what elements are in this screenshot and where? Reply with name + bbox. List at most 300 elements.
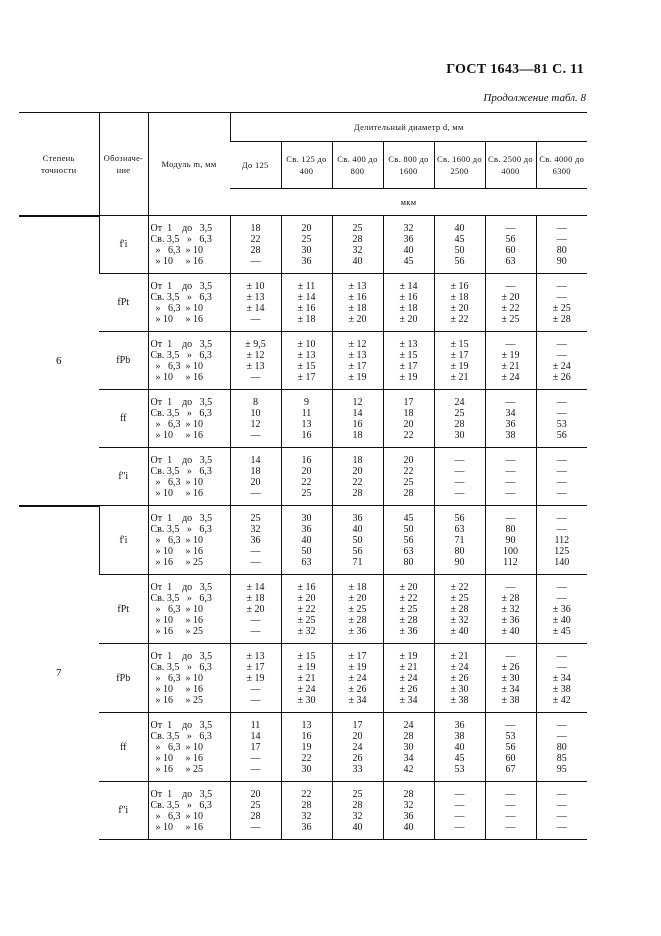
tolerance-value: ± 40: [552, 614, 571, 626]
value-cell: [281, 644, 332, 713]
tolerance-value: 32: [250, 523, 261, 535]
value-cell: [485, 274, 536, 332]
tolerance-value: —: [556, 476, 567, 488]
tolerance-value: 25: [403, 476, 414, 488]
tolerance-value: ± 13: [348, 280, 367, 292]
value-cell: [383, 644, 434, 713]
degree-cell: 7: [19, 506, 99, 840]
value-cell: [332, 782, 383, 840]
tolerance-value: ± 20: [246, 603, 265, 615]
tolerance-value: 22: [403, 429, 414, 441]
symbol-cell: fPt: [99, 575, 148, 644]
value-cell: [536, 332, 587, 390]
value-cell: [485, 506, 536, 575]
value-cell: [536, 575, 587, 644]
tolerance-value: 38: [505, 429, 516, 441]
module-range: » 6,3 » 10: [150, 360, 203, 372]
tolerance-value: ± 24: [450, 661, 469, 673]
module-range: » 6,3 » 10: [150, 672, 203, 684]
symbol-cell: fPb: [99, 332, 148, 390]
tolerance-value: —: [250, 371, 261, 383]
module-range: » 6,3 » 10: [150, 810, 203, 822]
tolerance-value: 26: [352, 752, 363, 764]
tolerance-value: ± 15: [297, 650, 316, 662]
tolerance-value: 20: [352, 465, 363, 477]
module-range: » 10 » 16: [150, 255, 203, 267]
tolerance-value: 50: [301, 545, 312, 557]
tolerance-value: —: [505, 454, 516, 466]
value-cell: [332, 506, 383, 575]
tolerance-value: —: [556, 512, 567, 524]
tolerance-value: ± 15: [450, 338, 469, 350]
tolerance-value: 90: [454, 556, 465, 568]
tolerance-value: 80: [556, 244, 567, 256]
tolerance-value: ± 20: [297, 592, 316, 604]
tolerance-value: 90: [556, 255, 567, 267]
tolerance-value: ± 22: [399, 592, 418, 604]
value-cell: [434, 448, 485, 506]
value-cell: [281, 448, 332, 506]
table-row: [19, 713, 587, 782]
tolerance-value: ± 26: [501, 661, 520, 673]
tolerance-value: ± 42: [552, 694, 571, 706]
module-range: » 6,3 » 10: [150, 534, 203, 546]
tolerance-value: ± 13: [246, 650, 265, 662]
value-cell: [332, 713, 383, 782]
tolerance-value: ± 10: [246, 280, 265, 292]
symbol-cell: ff: [99, 390, 148, 448]
tolerance-value: 40: [403, 821, 414, 833]
tolerance-value: ± 38: [552, 683, 571, 695]
tolerance-value: ± 30: [501, 672, 520, 684]
tolerance-value: 36: [454, 719, 465, 731]
tolerance-value: 22: [250, 233, 261, 245]
tolerance-value: 24: [454, 396, 465, 408]
value-cell: [281, 782, 332, 840]
tolerance-value: —: [250, 255, 261, 267]
value-cell: [434, 216, 485, 274]
tolerance-value: 40: [301, 534, 312, 546]
module-range: От 1 до 3,5: [150, 338, 213, 350]
diameter-col-header: До 125: [230, 142, 281, 189]
value-cell: [536, 216, 587, 274]
tolerance-value: ± 18: [348, 581, 367, 593]
tolerance-value: ± 17: [297, 371, 316, 383]
tolerance-value: 18: [352, 429, 363, 441]
tolerance-value: ± 40: [501, 625, 520, 637]
module-range: » 10 » 16: [150, 371, 203, 383]
diameter-col-header: Св. 2500 до 4000: [485, 142, 536, 189]
tolerance-value: 36: [505, 418, 516, 430]
module-range: От 1 до 3,5: [150, 222, 213, 234]
tolerance-value: 34: [403, 752, 414, 764]
diameter-col-header: Св. 1600 до 2500: [434, 142, 485, 189]
symbol-cell: fPb: [99, 644, 148, 713]
tolerance-value: 60: [505, 244, 516, 256]
tolerance-value: 11: [250, 719, 261, 731]
tolerance-value: —: [556, 788, 567, 800]
value-cell: [536, 390, 587, 448]
tolerance-value: 16: [352, 418, 363, 430]
module-cell: [148, 390, 230, 448]
tolerance-value: 56: [454, 255, 465, 267]
module-cell: [148, 506, 230, 575]
module-range: » 6,3 » 10: [150, 741, 203, 753]
tolerance-value: 30: [403, 741, 414, 753]
tolerance-value: ± 40: [450, 625, 469, 637]
table-row: [19, 274, 587, 332]
tolerance-value: 36: [301, 821, 312, 833]
tolerance-value: ± 13: [399, 338, 418, 350]
value-cell: [434, 274, 485, 332]
tolerance-value: —: [250, 545, 261, 557]
module-range: Св. 3,5 » 6,3: [150, 730, 212, 742]
module-range: » 10 » 16: [150, 487, 203, 499]
value-cell: [536, 506, 587, 575]
tolerance-value: —: [250, 487, 261, 499]
module-range: » 10 » 16: [150, 545, 203, 557]
tolerance-value: —: [250, 556, 261, 568]
tolerance-value: —: [556, 233, 567, 245]
module-range: Св. 3,5 » 6,3: [150, 592, 212, 604]
tolerance-value: 42: [403, 763, 414, 775]
tolerance-value: ± 16: [399, 291, 418, 303]
tolerance-value: ± 22: [450, 313, 469, 325]
tolerance-value: ± 19: [246, 672, 265, 684]
tolerance-value: 38: [454, 730, 465, 742]
value-cell: [281, 506, 332, 575]
tolerance-value: —: [505, 338, 516, 350]
tolerance-value: 20: [301, 465, 312, 477]
tolerance-value: ± 28: [348, 614, 367, 626]
module-range: Св. 3,5 » 6,3: [150, 349, 212, 361]
tolerance-value: ± 19: [399, 650, 418, 662]
diameter-col-header: Св. 800 до 1600: [383, 142, 434, 189]
tolerance-value: 18: [352, 454, 363, 466]
tolerance-value: ± 19: [399, 371, 418, 383]
tolerance-value: —: [505, 719, 516, 731]
module-range: » 10 » 16: [150, 429, 203, 441]
tolerance-value: ± 28: [501, 592, 520, 604]
tolerance-value: —: [250, 625, 261, 637]
tolerance-value: ± 21: [399, 661, 418, 673]
module-range: От 1 до 3,5: [150, 396, 213, 408]
module-range: » 6,3 » 10: [150, 603, 203, 615]
value-cell: [230, 644, 281, 713]
tolerance-value: ± 19: [348, 371, 367, 383]
tolerance-value: —: [556, 349, 567, 361]
module-range: От 1 до 3,5: [150, 719, 213, 731]
tolerance-value: 17: [250, 741, 261, 753]
tolerance-value: 53: [556, 418, 567, 430]
tolerance-value: ± 34: [552, 672, 571, 684]
tolerance-value: 63: [454, 523, 465, 535]
value-cell: [485, 448, 536, 506]
value-cell: [230, 216, 281, 274]
tolerance-value: 30: [301, 244, 312, 256]
tolerance-value: 28: [403, 788, 414, 800]
tolerance-value: ± 14: [246, 302, 265, 314]
tolerance-value: ± 25: [348, 603, 367, 615]
value-cell: [332, 448, 383, 506]
module-range: От 1 до 3,5: [150, 512, 213, 524]
tolerance-value: 40: [352, 523, 363, 535]
tolerance-value: 32: [352, 810, 363, 822]
value-cell: [383, 390, 434, 448]
tolerance-value: 22: [403, 465, 414, 477]
module-range: » 10 » 16: [150, 683, 203, 695]
tolerance-value: ± 17: [348, 360, 367, 372]
tolerance-value: ± 20: [501, 291, 520, 303]
tolerance-value: —: [250, 763, 261, 775]
tolerance-value: ± 16: [450, 280, 469, 292]
tolerance-value: —: [505, 487, 516, 499]
tolerance-value: 28: [352, 799, 363, 811]
tolerance-value: —: [250, 694, 261, 706]
module-cell: [148, 448, 230, 506]
tolerance-value: —: [505, 788, 516, 800]
tolerance-value: 112: [503, 556, 518, 568]
tolerance-value: —: [556, 661, 567, 673]
tolerance-value: —: [454, 821, 465, 833]
value-cell: [332, 644, 383, 713]
value-cell: [230, 506, 281, 575]
value-cell: [536, 644, 587, 713]
value-cell: [485, 575, 536, 644]
tolerance-value: 24: [352, 741, 363, 753]
tolerance-value: —: [454, 454, 465, 466]
tolerance-value: —: [505, 465, 516, 477]
symbol-cell: f'i: [99, 506, 148, 575]
tolerance-value: 28: [301, 799, 312, 811]
tolerance-value: 56: [505, 233, 516, 245]
tolerance-value: ± 32: [450, 614, 469, 626]
tolerance-value: 32: [301, 810, 312, 822]
tolerance-value: 22: [352, 476, 363, 488]
tolerance-value: 36: [301, 255, 312, 267]
tolerance-value: ± 24: [552, 360, 571, 372]
diameter-col-header: Св. 4000 до 6300: [536, 142, 587, 189]
tolerance-value: 40: [352, 255, 363, 267]
module-range: » 16 » 25: [150, 694, 203, 706]
module-range: » 10 » 16: [150, 313, 203, 325]
tolerance-value: ± 38: [501, 694, 520, 706]
tolerance-value: 30: [301, 512, 312, 524]
value-cell: [383, 575, 434, 644]
value-cell: [434, 575, 485, 644]
module-cell: [148, 782, 230, 840]
tolerance-value: ± 24: [348, 672, 367, 684]
tolerance-value: —: [556, 810, 567, 822]
value-cell: [230, 274, 281, 332]
tolerance-value: —: [505, 396, 516, 408]
tolerance-value: —: [454, 810, 465, 822]
module-cell: [148, 216, 230, 274]
tolerance-value: ± 32: [297, 625, 316, 637]
tolerance-value: ± 22: [450, 581, 469, 593]
table-row: [19, 644, 587, 713]
tolerance-value: 63: [403, 545, 414, 557]
value-cell: [485, 332, 536, 390]
tolerance-value: —: [556, 454, 567, 466]
module-range: » 16 » 25: [150, 625, 203, 637]
module-range: От 1 до 3,5: [150, 581, 213, 593]
tolerance-value: ± 10: [297, 338, 316, 350]
symbol-cell: fPt: [99, 274, 148, 332]
tolerance-value: —: [250, 429, 261, 441]
tolerance-value: 20: [250, 788, 261, 800]
tolerance-value: ± 17: [399, 360, 418, 372]
module-range: Св. 3,5 » 6,3: [150, 233, 212, 245]
tolerance-value: ± 28: [450, 603, 469, 615]
symbol-column-header: Обозначе-ние: [99, 113, 148, 216]
tolerance-value: —: [556, 407, 567, 419]
tolerance-value: ± 24: [501, 371, 520, 383]
tolerance-value: 18: [250, 465, 261, 477]
tolerance-value: 12: [250, 418, 261, 430]
tolerance-value: —: [556, 338, 567, 350]
tolerance-value: 85: [556, 752, 567, 764]
module-column-header: Модуль m, мм: [148, 113, 230, 216]
tolerance-value: 14: [250, 730, 261, 742]
tolerance-value: ± 20: [450, 302, 469, 314]
tolerance-value: 80: [454, 545, 465, 557]
diameter-header: Делительный диаметр d, мм: [230, 113, 587, 142]
tolerance-value: 22: [301, 476, 312, 488]
value-cell: [434, 713, 485, 782]
tolerance-value: —: [505, 810, 516, 822]
module-range: » 10 » 16: [150, 752, 203, 764]
tolerance-value: ± 22: [501, 302, 520, 314]
module-range: » 10 » 16: [150, 821, 203, 833]
tolerance-value: —: [556, 730, 567, 742]
value-cell: [230, 575, 281, 644]
tolerance-value: —: [556, 487, 567, 499]
tolerance-value: 50: [454, 244, 465, 256]
tolerance-value: 36: [352, 512, 363, 524]
tolerance-value: ± 34: [399, 694, 418, 706]
page-title: ГОСТ 1643—81 С. 11: [446, 62, 584, 77]
tolerance-value: ± 30: [450, 683, 469, 695]
tolerance-value: 40: [454, 741, 465, 753]
value-cell: [230, 448, 281, 506]
module-range: » 6,3 » 10: [150, 476, 203, 488]
table-row: [19, 782, 587, 840]
value-cell: [332, 575, 383, 644]
tolerance-value: —: [556, 821, 567, 833]
module-range: От 1 до 3,5: [150, 650, 213, 662]
value-cell: [383, 216, 434, 274]
tolerance-value: 36: [403, 810, 414, 822]
tolerance-value: 50: [352, 534, 363, 546]
tolerance-value: 71: [352, 556, 363, 568]
value-cell: [434, 644, 485, 713]
tolerance-value: ± 26: [450, 672, 469, 684]
tolerance-value: 45: [454, 752, 465, 764]
tolerance-value: 63: [505, 255, 516, 267]
tolerance-value: ± 26: [399, 683, 418, 695]
value-cell: [434, 782, 485, 840]
tolerance-value: ± 17: [450, 349, 469, 361]
tolerance-value: —: [250, 683, 261, 695]
module-cell: [148, 575, 230, 644]
value-cell: [230, 332, 281, 390]
tolerance-value: —: [250, 752, 261, 764]
value-cell: [230, 713, 281, 782]
tolerance-value: —: [250, 614, 261, 626]
tolerance-value: 56: [505, 741, 516, 753]
tolerance-value: —: [250, 313, 261, 325]
tolerance-value: —: [556, 581, 567, 593]
tolerance-value: ± 17: [246, 661, 265, 673]
value-cell: [536, 782, 587, 840]
value-cell: [434, 332, 485, 390]
tolerance-value: 22: [301, 788, 312, 800]
tolerance-value: 125: [554, 545, 570, 557]
tolerance-value: ± 32: [501, 603, 520, 615]
tolerance-value: 71: [454, 534, 465, 546]
tolerance-value: —: [556, 523, 567, 535]
tolerance-value: —: [556, 222, 567, 234]
tolerance-value: —: [454, 465, 465, 477]
tolerance-value: ± 19: [348, 661, 367, 673]
value-cell: [383, 274, 434, 332]
module-range: » 6,3 » 10: [150, 418, 203, 430]
tolerance-value: ± 18: [348, 302, 367, 314]
tolerance-value: —: [556, 719, 567, 731]
module-cell: [148, 644, 230, 713]
tolerance-value: 56: [352, 545, 363, 557]
tolerance-value: ± 15: [297, 360, 316, 372]
diameter-col-header: Св. 400 до 800: [332, 142, 383, 189]
tolerance-value: ± 18: [450, 291, 469, 303]
value-cell: [434, 506, 485, 575]
module-range: Св. 3,5 » 6,3: [150, 407, 212, 419]
value-cell: [281, 575, 332, 644]
tolerance-value: —: [505, 512, 516, 524]
tolerance-value: 60: [505, 752, 516, 764]
tolerance-value: 17: [352, 719, 363, 731]
tolerance-value: —: [454, 799, 465, 811]
tolerance-value: —: [505, 222, 516, 234]
tolerance-value: —: [505, 476, 516, 488]
tolerance-value: ± 12: [246, 349, 265, 361]
tolerance-value: 140: [554, 556, 570, 568]
tolerance-value: ± 18: [246, 592, 265, 604]
tolerance-value: 100: [503, 545, 518, 557]
tolerance-value: 28: [352, 233, 363, 245]
module-range: Св. 3,5 » 6,3: [150, 465, 212, 477]
tolerance-value: ± 26: [348, 683, 367, 695]
tolerance-value: —: [556, 291, 567, 303]
tolerance-value: ± 16: [348, 291, 367, 303]
tolerance-value: ± 25: [297, 614, 316, 626]
tolerance-value: 32: [403, 799, 414, 811]
value-cell: [383, 713, 434, 782]
module-range: » 16 » 25: [150, 763, 203, 775]
tolerance-value: —: [505, 280, 516, 292]
tolerance-value: 13: [301, 418, 312, 430]
tolerance-value: ± 25: [552, 302, 571, 314]
tolerance-value: 80: [505, 523, 516, 535]
tolerance-value: 40: [403, 244, 414, 256]
tolerance-value: 63: [301, 556, 312, 568]
tolerance-value: 9: [304, 396, 309, 408]
tolerance-value: —: [505, 581, 516, 593]
tolerance-value: ± 17: [348, 650, 367, 662]
tolerance-value: 8: [253, 396, 258, 408]
tolerance-value: 95: [556, 763, 567, 775]
